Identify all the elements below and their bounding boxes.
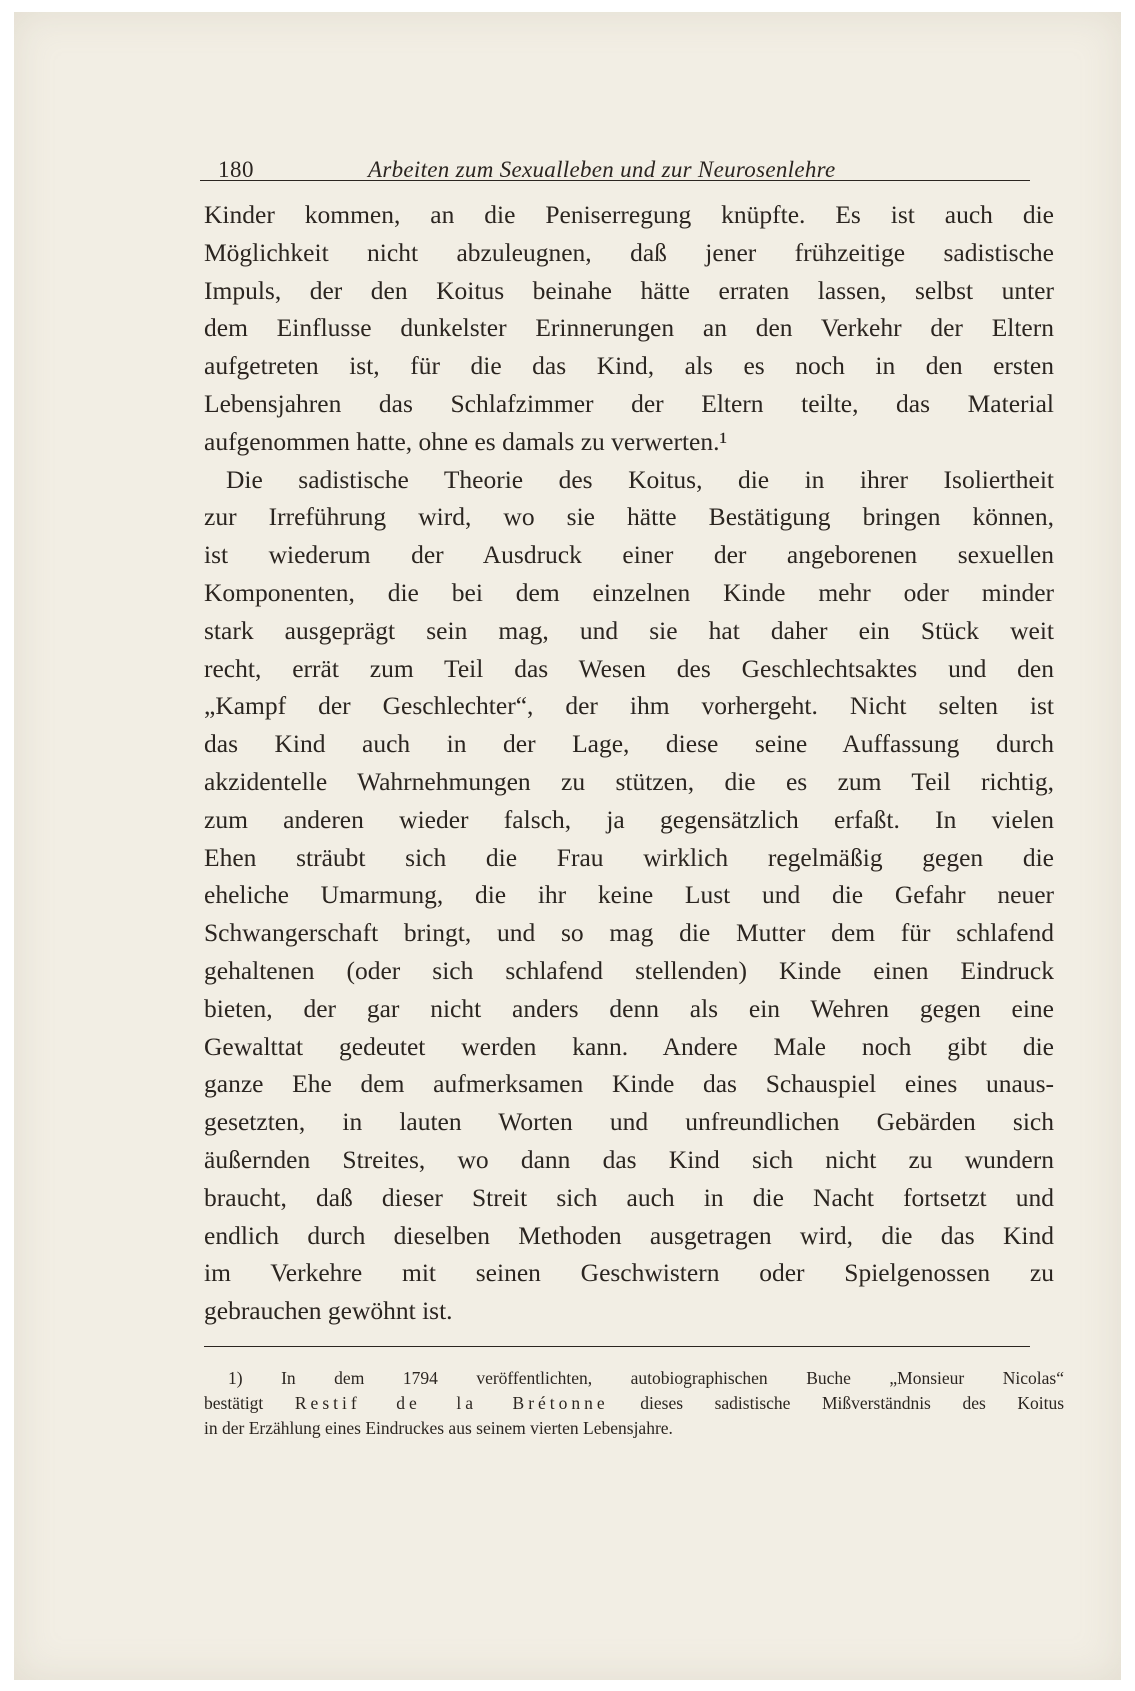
footnote-author-name: Restif de la Brétonne bbox=[294, 1393, 609, 1413]
body-line: Kinder kommen, an die Peniserregung knüpfte. Es ist auch die bbox=[204, 200, 1054, 229]
body-line: dem Einflusse dunkelster Erinnerungen an den Verkehr der Eltern bbox=[204, 313, 1054, 343]
body-line: aufgenommen hatte, ohne es damals zu verwerten.¹ bbox=[204, 426, 728, 456]
body-line: „Kampf der Geschlechter“, der ihm vorhergeht. Nicht selten ist bbox=[204, 691, 1054, 721]
body-line: Möglichkeit nicht abzuleugnen, daß jener frühzeitige sadistische bbox=[204, 237, 1054, 267]
body-line: gehaltenen (oder sich schlafend stellenden) Kinde einen Eindruck bbox=[204, 955, 1054, 985]
body-text bbox=[204, 196, 1054, 1330]
header-rule bbox=[200, 180, 1030, 181]
body-line: das Kind auch in der Lage, diese seine Auffassung durch bbox=[204, 729, 1054, 759]
body-line: zum anderen wieder falsch, ja gegensätzlich erfaßt. In vielen bbox=[204, 804, 1054, 834]
footnote-line: 1) In dem 1794 veröffentlichten, autobiographischen Buche „Monsieur Nicolas“ bbox=[228, 1368, 1064, 1388]
body-line: akzidentelle Wahrnehmungen zu stützen, die es zum Teil richtig, bbox=[204, 766, 1054, 796]
body-line: braucht, daß dieser Streit sich auch in die Nacht fortsetzt und bbox=[204, 1182, 1054, 1212]
page-number: 180 bbox=[218, 157, 254, 182]
footnote-rule bbox=[204, 1346, 1030, 1347]
running-header bbox=[218, 157, 1048, 187]
footnote bbox=[204, 1366, 1064, 1441]
body-line: Komponenten, die bei dem einzelnen Kinde mehr oder minder bbox=[204, 577, 1054, 607]
footnote-text: dieses sadistische Mißverständnis des Koitus bbox=[640, 1393, 1065, 1413]
body-line: gesetzten, in lauten Worten und unfreundlichen Gebärden sich bbox=[204, 1107, 1054, 1137]
footnote-text: bestätigt bbox=[204, 1393, 264, 1413]
body-line: recht, errät zum Teil das Wesen des Geschlechtsaktes und den bbox=[204, 653, 1054, 683]
body-line: gebrauchen gewöhnt ist. bbox=[204, 1296, 453, 1326]
body-line: aufgetreten ist, für die das Kind, als es noch in den ersten bbox=[204, 351, 1054, 381]
body-line: eheliche Umarmung, die ihr keine Lust und die Gefahr neuer bbox=[204, 880, 1054, 910]
body-line: zur Irreführung wird, wo sie hätte Bestätigung bringen können, bbox=[204, 502, 1054, 532]
body-line: Gewalttat gedeutet werden kann. Andere Male noch gibt die bbox=[204, 1031, 1054, 1061]
body-line: ganze Ehe dem aufmerksamen Kinde das Schauspiel eines unaus- bbox=[204, 1069, 1054, 1099]
body-line: äußernden Streites, wo dann das Kind sich nicht zu wundern bbox=[204, 1144, 1054, 1174]
body-line: stark ausgeprägt sein mag, und sie hat daher ein Stück weit bbox=[204, 615, 1054, 645]
body-line: Ehen sträubt sich die Frau wirklich regelmäßig gegen die bbox=[204, 842, 1054, 872]
body-line: Impuls, der den Koitus beinahe hätte erraten lassen, selbst unter bbox=[204, 275, 1054, 305]
body-line: Schwangerschaft bringt, und so mag die Mutter dem für schlafend bbox=[204, 918, 1054, 948]
footnote-line bbox=[204, 1391, 1064, 1416]
body-line: ist wiederum der Ausdruck einer der angeborenen sexuellen bbox=[204, 540, 1054, 570]
body-line: Die sadistische Theorie des Koitus, die in ihrer Isoliertheit bbox=[226, 464, 1054, 494]
body-line: endlich durch dieselben Methoden ausgetragen wird, die das Kind bbox=[204, 1220, 1054, 1250]
body-line: Lebensjahren das Schlafzimmer der Eltern teilte, das Material bbox=[204, 388, 1054, 418]
body-line: bieten, der gar nicht anders denn als ein Wehren gegen eine bbox=[204, 993, 1054, 1023]
body-line: im Verkehre mit seinen Geschwistern oder Spielgenossen zu bbox=[204, 1258, 1054, 1288]
running-title: Arbeiten zum Sexualleben und zur Neurosenlehre bbox=[368, 157, 836, 182]
footnote-line: in der Erzählung eines Eindruckes aus seinem vierten Lebensjahre. bbox=[204, 1418, 673, 1438]
